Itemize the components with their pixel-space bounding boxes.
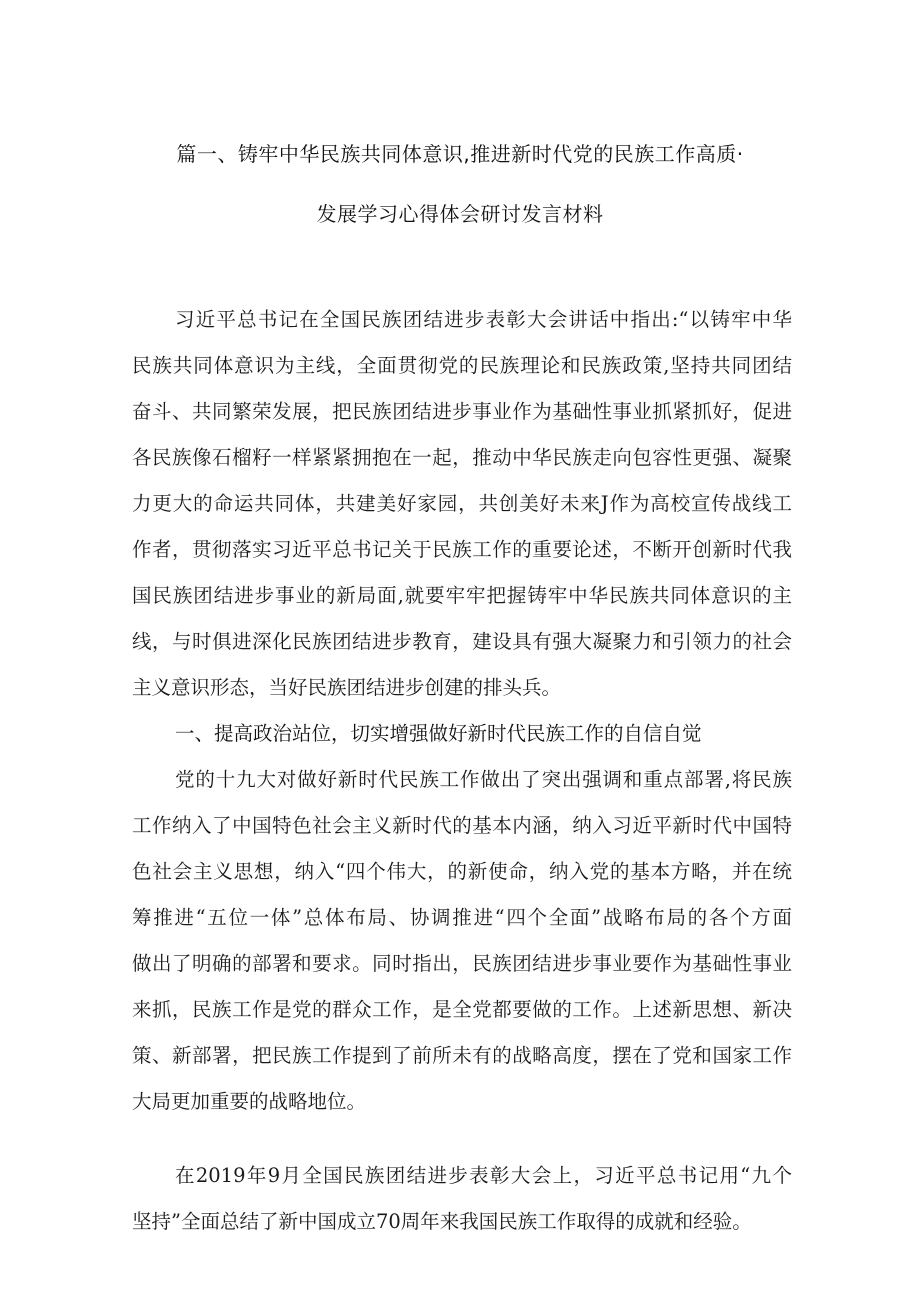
- paragraph-3-line: 在2019年9月全国民族团结进步表彰大会上，习近平总书记用“九个: [175, 1164, 792, 1187]
- paragraph-2-line: 做出了明确的部署和要求。同时指出，民族团结进步事业要作为基础性事业: [132, 952, 792, 975]
- paragraph-3-line: 坚持”全面总结了新中国成立70周年来我国民族工作取得的成就和经验。: [132, 1210, 752, 1233]
- paragraph-2-line: 党的十九大对做好新时代民族工作做出了突出强调和重点部署,将民族: [175, 768, 792, 791]
- paragraph-2-line: 策、新部署，把民族工作提到了前所未有的战略高度，摆在了党和国家工作: [132, 1044, 792, 1067]
- paragraph-2-line: 色社会主义思想，纳入“四个伟大，的新使命，纳入党的基本方略，并在统: [132, 860, 792, 883]
- paragraph-1-line: 各民族像石榴籽一样紧紧拥抱在一起，推动中华民族走向包容性更强、凝聚: [132, 446, 792, 469]
- paragraph-1-line: 作者，贯彻落实习近平总书记关于民族工作的重要论述，不断开创新时代我: [132, 538, 792, 561]
- paragraph-2-line: 大局更加重要的战略地位。: [132, 1090, 367, 1113]
- document-title-line-1: 篇一、铸牢中华民族共同体意识,推进新时代党的民族工作高质·: [176, 142, 744, 166]
- paragraph-1-line: 习近平总书记在全国民族团结进步表彰大会讲话中指出:“以铸牢中华: [175, 308, 792, 331]
- paragraph-1-line: 民族共同体意识为主线，全面贯彻党的民族理论和民族政策,坚持共同团结: [132, 354, 792, 377]
- paragraph-1-line: 力更大的命运共同体，共建美好家园，共创美好未来J作为高校宣传战线工: [132, 492, 792, 515]
- section-heading: 一、提高政治站位，切实增强做好新时代民族工作的自信自觉: [175, 722, 702, 745]
- document-title-line-2: 发展学习心得体会研讨发言材料: [316, 202, 604, 226]
- paragraph-2-line: 来抓，民族工作是党的群众工作，是全党都要做的工作。上述新思想、新决: [132, 998, 792, 1021]
- paragraph-1-line: 奋斗、共同繁荣发展，把民族团结进步事业作为基础性事业抓紧抓好，促进: [132, 400, 792, 423]
- paragraph-2-line: 工作纳入了中国特色社会主义新时代的基本内涵，纳入习近平新时代中国特: [132, 814, 792, 837]
- paragraph-1-line: 国民族团结进步事业的新局面,就要牢牢把握铸牢中华民族共同体意识的主: [132, 584, 792, 607]
- paragraph-1-line: 主义意识形态，当好民族团结进步创建的排头兵。: [132, 676, 562, 699]
- paragraph-2-line: 筹推进“五位一体”总体布局、协调推进“四个全面”战略布局的各个方面: [132, 906, 792, 929]
- paragraph-1-line: 线，与时俱进深化民族团结进步教育，建设具有强大凝聚力和引领力的社会: [132, 630, 792, 653]
